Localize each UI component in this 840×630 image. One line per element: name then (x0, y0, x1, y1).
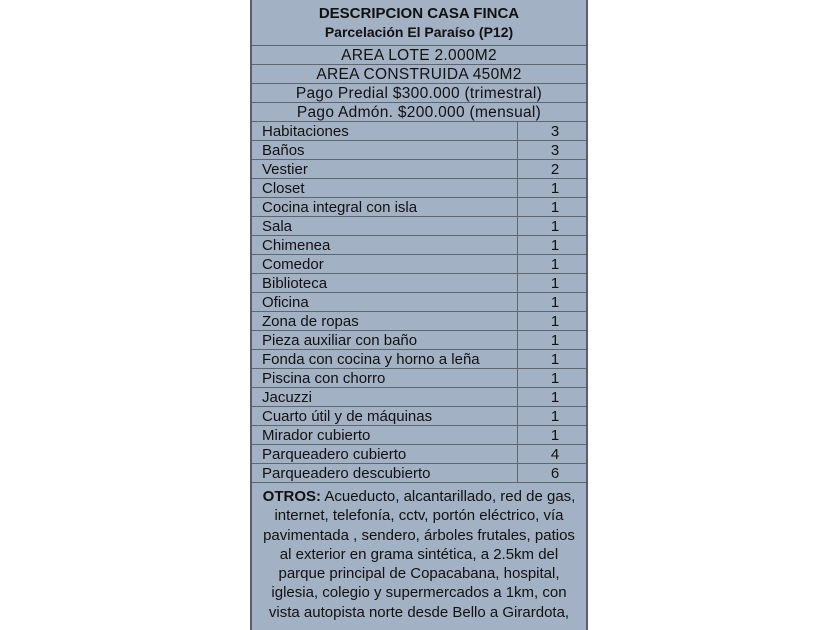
admin-fee: Pago Admón. $200.000 (mensual) (252, 103, 586, 122)
feature-quantity: 1 (550, 275, 560, 292)
features-table (252, 122, 586, 483)
feature-name: Biblioteca (252, 274, 518, 292)
table-row (252, 179, 586, 198)
table-row (252, 236, 586, 255)
feature-quantity: 1 (550, 294, 560, 311)
table-row (252, 312, 586, 331)
table-row (252, 293, 586, 312)
table-row (252, 464, 586, 483)
others-section (252, 483, 586, 622)
table-row (252, 388, 586, 407)
table-row (252, 122, 586, 141)
table-row (252, 331, 586, 350)
feature-name: Pieza auxiliar con baño (252, 331, 518, 349)
feature-name: Habitaciones (252, 122, 518, 140)
feature-quantity: 1 (550, 370, 560, 387)
others-label: OTROS: (262, 488, 321, 505)
lot-area: AREA LOTE 2.000M2 (252, 46, 586, 65)
table-row (252, 141, 586, 160)
feature-name: Parqueadero cubierto (252, 445, 518, 463)
feature-quantity: 1 (550, 237, 560, 254)
table-row (252, 198, 586, 217)
feature-name: Closet (252, 179, 518, 197)
feature-quantity: 1 (550, 218, 560, 235)
feature-name: Piscina con chorro (252, 369, 518, 387)
table-row (252, 445, 586, 464)
feature-quantity: 1 (550, 389, 560, 406)
table-row (252, 407, 586, 426)
sheet-header (252, 0, 586, 46)
table-row (252, 217, 586, 236)
table-row (252, 274, 586, 293)
feature-quantity: 1 (550, 256, 560, 273)
feature-quantity: 1 (550, 351, 560, 368)
feature-quantity: 3 (550, 123, 560, 140)
feature-name: Oficina (252, 293, 518, 311)
others-text: Acueducto, alcantarillado, red de gas, internet, telefonía, cctv, portón eléctrico, vía pavimentada , sendero, árboles frutales, patios al exterior en grama sintética, a 2.5km del parque principal de Copacabana, hospital, iglesia, colegio y supermercados a 1km, con vista autopista norte desde Bello a Girardota, (263, 488, 576, 621)
feature-name: Jacuzzi (252, 388, 518, 406)
table-row (252, 350, 586, 369)
feature-name: Cocina integral con isla (252, 198, 518, 216)
feature-quantity: 1 (550, 427, 560, 444)
property-description-sheet (250, 0, 588, 630)
built-area: AREA CONSTRUIDA 450M2 (252, 65, 586, 84)
feature-quantity: 1 (550, 408, 560, 425)
feature-quantity: 6 (550, 465, 560, 482)
feature-quantity: 4 (550, 446, 560, 463)
sheet-title: DESCRIPCION CASA FINCA (318, 5, 520, 22)
feature-name: Baños (252, 141, 518, 159)
property-tax: Pago Predial $300.000 (trimestral) (252, 84, 586, 103)
feature-name: Chimenea (252, 236, 518, 254)
feature-quantity: 3 (550, 142, 560, 159)
feature-name: Zona de ropas (252, 312, 518, 330)
feature-name: Cuarto útil y de máquinas (252, 407, 518, 425)
feature-name: Comedor (252, 255, 518, 273)
feature-quantity: 1 (550, 332, 560, 349)
feature-name: Vestier (252, 160, 518, 178)
feature-name: Parqueadero descubierto (252, 464, 518, 482)
feature-quantity: 1 (550, 313, 560, 330)
feature-name: Sala (252, 217, 518, 235)
feature-name: Fonda con cocina y horno a leña (252, 350, 518, 368)
table-row (252, 369, 586, 388)
table-row (252, 160, 586, 179)
feature-quantity: 2 (550, 161, 560, 178)
feature-name: Mirador cubierto (252, 426, 518, 444)
feature-quantity: 1 (550, 199, 560, 216)
table-row (252, 426, 586, 445)
table-row (252, 255, 586, 274)
sheet-subtitle: Parcelación El Paraíso (P12) (324, 24, 514, 40)
feature-quantity: 1 (550, 180, 560, 197)
